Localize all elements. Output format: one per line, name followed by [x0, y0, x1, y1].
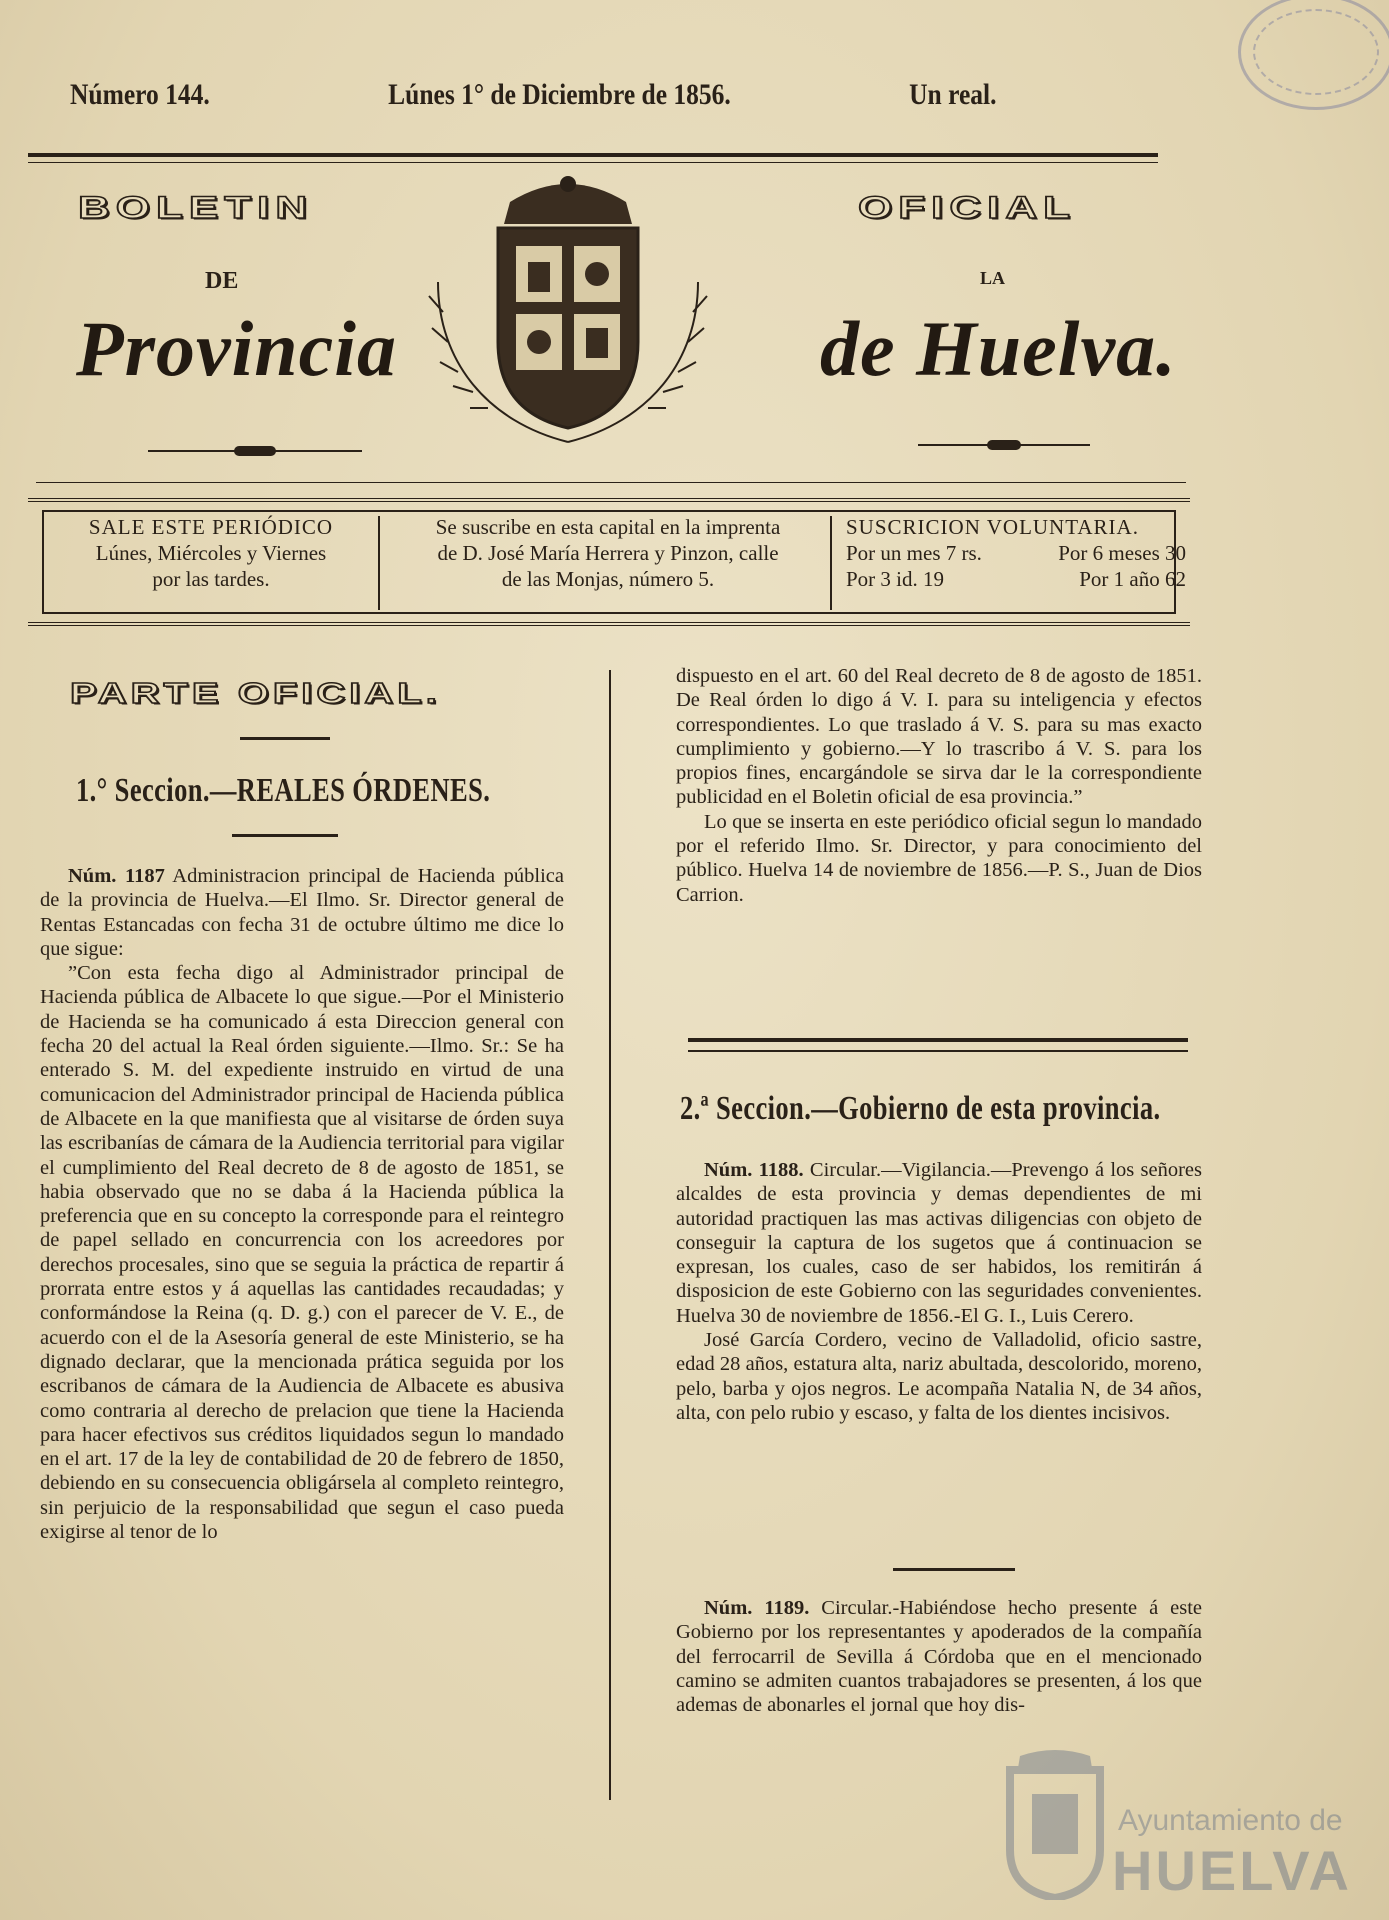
rule	[36, 482, 1186, 483]
divider	[378, 516, 380, 610]
n1187-quote: ”Con esta fecha digo al Administrador principal de Hacienda pública de Albacete lo que sigue.—Por el Ministerio de Hacienda se ha comunicado á esta Direccion general con fecha 20 del actual la Real órden siguiente.—Ilmo. Sr.: Se ha enterado S. M. del expediente instruido en virtud de una comunicacion del Administrador principal de Hacienda pública de Albacete en la que manifiesta que al visitarse de órden suya las escribanías de cámara de la Audiencia territorial para vigilar el cumplimiento del Real decreto de 8 de agosto de 1851, se habia observado que no se daba á la Hacienda pública la preferencia que en su concepto la corresponde para el reintegro de papel sellado en concurrencia con los acreedores por derechos procesales, sino que se seguia la práctica de repartir á prorrata entre estos y á aquellas las cantidades recaudadas; y conformándose la Reina (q. D. g.) con el parecer de V. E., de acuerdo con el de la Asesoría general de este Ministerio, se ha dignado declarar, que la mencionada prática seguida por los escribanos de cámara de la Audiencia de Albacete es abusiva como contraria al derecho de prelacion que tiene la Hacienda para hacer efectivos sus créditos liquidados segun lo mandado en el art. 17 de la ley de contabilidad de 20 de febrero de 1850, debiendo en su consecuencia obligársela al completo reintegro, sin perjuicio de la responsabilidad que segun el caso pueda exigirse al tenor de lo	[40, 962, 564, 1544]
section1-heading: 1.° Seccion.—REALES ÓRDENES.	[76, 772, 491, 809]
address-line: Se suscribe en esta capital en la imprenta	[435, 515, 781, 539]
section1-body	[40, 864, 564, 1544]
address-line: de las Monjas, número 5.	[501, 567, 715, 591]
issue-date: Lúnes 1° de Diciembre de 1856.	[388, 78, 731, 111]
issue-price: Un real.	[909, 78, 997, 111]
price-cell: Por 6 meses 30	[1058, 541, 1186, 565]
divider	[830, 516, 832, 610]
schedule-days: Lúnes, Miércoles y Viernes	[95, 541, 327, 565]
column-divider	[609, 670, 611, 1800]
section2-body	[676, 1158, 1202, 1425]
flourish-icon	[148, 450, 362, 452]
watermark-line1: Ayuntamiento de	[1118, 1804, 1343, 1837]
publication-schedule	[46, 514, 376, 592]
n1187-text: Administracion principal de Hacienda pública de la provincia de Huelva.—El Ilmo. Sr. Director general de Rentas Estancadas con fecha 31 de octubre último me dice lo que sigue:	[40, 865, 564, 960]
royal-coat-of-arms-icon	[418, 172, 718, 452]
n1188-person: José García Cordero, vecino de Valladolid, oficio sastre, edad 28 años, estatura alta, nariz abultada, descolorido, moreno, pelo, barba y ojos negros. Le acompaña Natalia N, de 34 años, alta, con pelo rubio y escaso, y falta de los dientes incisivos.	[676, 1329, 1202, 1424]
rule	[232, 834, 338, 837]
title-de: DE	[205, 268, 239, 294]
flourish-icon	[918, 444, 1090, 446]
title-la: LA	[980, 268, 1006, 288]
right-column-top	[676, 664, 1202, 907]
n1189-body	[676, 1596, 1202, 1717]
prices-row	[846, 566, 1186, 592]
ayuntamiento-watermark	[1000, 1750, 1352, 1902]
n1188-paragraph	[676, 1158, 1202, 1328]
address-line: de D. José María Herrera y Pinzon, calle	[437, 541, 779, 565]
prices-row	[846, 540, 1186, 566]
rule	[240, 737, 330, 740]
title-provincia: Provincia	[76, 305, 397, 392]
parte-oficial-heading: PARTE OFICIAL.	[70, 678, 441, 710]
price-cell: Por 3 id. 19	[846, 567, 945, 591]
n1189-label: Núm. 1189.	[704, 1597, 810, 1619]
n1189-paragraph	[676, 1596, 1202, 1717]
issue-number: Número 144.	[70, 78, 210, 111]
price-cell: Por un mes 7 rs.	[846, 541, 982, 565]
printing-address	[388, 514, 828, 592]
rule	[893, 1568, 1015, 1571]
subscription-prices	[836, 514, 1208, 592]
insertion-note: Lo que se inserta en este periódico oficial segun lo mandado por el referido Ilmo. Sr. Director, y para conocimiento del público. Huelva 14 de noviembre de 1856.—P. S., Juan de Dios Carrion.	[676, 810, 1202, 906]
n1189-text: Circular.-Habiéndose hecho presente á este Gobierno por los representantes y apoderados de la compañía del ferrocarril de Sevilla á Córdoba que en el mencionado camino se admiten cuantos trabajadores se presenten, á los que ademas de abonarles el jornal que hoy dis-	[676, 1597, 1202, 1717]
rule	[28, 162, 1158, 163]
n1187-paragraph	[40, 864, 564, 961]
title-boletin: BOLETIN	[78, 190, 314, 226]
rule	[28, 153, 1158, 157]
title-de-huelva: de Huelva.	[820, 305, 1177, 392]
schedule-time: por las tardes.	[152, 567, 270, 591]
price-cell: Por 1 año 62	[1079, 567, 1186, 591]
continued-paragraph: dispuesto en el art. 60 del Real decreto de 8 de agosto de 1851. De Real órden lo digo á V. I. para su inteligencia y efectos correspondientes. Lo que traslado á V. S. para su mas exacto cumplimiento y gobierno.—Y lo trascribo á V. S. para los propios fines, encargándole se sirva dar le la correspondiente publicidad en el Boletin oficial de esa provincia.”	[676, 665, 1202, 809]
schedule-heading: SALE ESTE PERIÓDICO	[88, 515, 334, 539]
title-oficial: OFICIAL	[858, 190, 1076, 226]
prices-heading: SUSCRICION VOLUNTARIA.	[846, 515, 1139, 539]
section2-heading: 2.ª Seccion.—Gobierno de esta provincia.	[680, 1090, 1161, 1127]
library-stamp-icon	[1238, 0, 1389, 110]
n1188-text: Circular.—Vigilancia.—Prevengo á los señores alcaldes de esta provincia y demas dependientes de mi autoridad practiquen las mas activas diligencias con objeto de conseguir la captura de los sugetos que á continuacion se expresan, los cuales, caso de ser habidos, los remitirán á disposicion de este Gobierno con las seguridades convenientes. Huelva 30 de noviembre de 1856.-El G. I., Luis Cerero.	[676, 1159, 1203, 1327]
huelva-shield-icon	[1000, 1750, 1110, 1900]
n1187-label: Núm. 1187	[68, 865, 165, 887]
watermark-line2: HUELVA	[1112, 1839, 1352, 1902]
section-separator	[688, 1038, 1188, 1052]
masthead-topline	[70, 78, 997, 112]
n1188-label: Núm. 1188.	[704, 1159, 804, 1181]
subscription-info-box	[28, 498, 1190, 626]
